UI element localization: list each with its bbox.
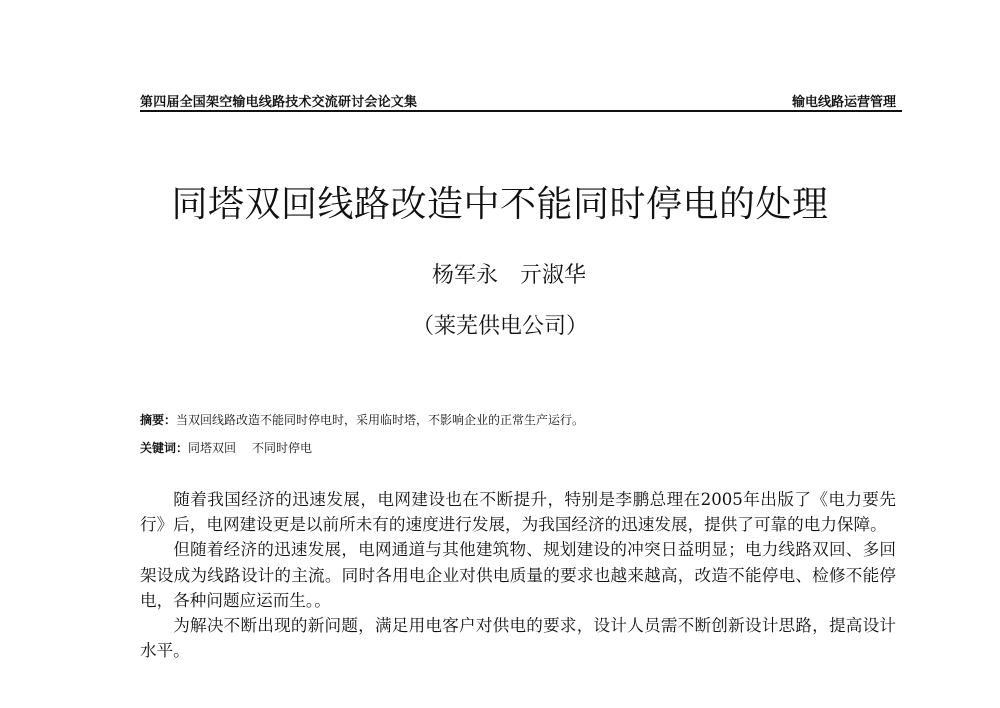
section-name: 输电线路运营管理 <box>791 95 896 110</box>
paragraph: 随着我国经济的迅速发展，电网建设也在不断提升，特别是李鹏总理在2005年出版了《电力要先行》后，电网建设更是以前所未有的速度进行发展，为我国经济的迅速发展，提供了可靠的电力保障。 <box>140 490 896 535</box>
running-header <box>140 88 902 112</box>
paragraph: 为解决不断出现的新问题，满足用电客户对供电的要求，设计人员需不断创新设计思路，提高设计水平。 <box>140 616 896 661</box>
abstract <box>140 412 584 428</box>
author-name: 亓淑华 <box>520 263 587 288</box>
keyword: 同塔双回 <box>188 441 237 455</box>
abstract-text: 当双回线路改造不能同时停电时，采用临时塔，不影响企业的正常生产运行。 <box>176 413 585 427</box>
keywords <box>140 440 312 456</box>
paper-title: 同塔双回线路改造中不能同时停电的处理 <box>171 184 829 225</box>
proceedings-title: 第四届全国架空输电线路技术交流研讨会论文集 <box>140 95 418 110</box>
author-name: 杨军永 <box>432 263 499 288</box>
keyword: 不同时停电 <box>252 441 313 455</box>
authors <box>432 262 586 290</box>
body-text <box>140 487 896 663</box>
keywords-label: 关键词： <box>140 441 189 455</box>
abstract-label: 摘要： <box>140 413 177 427</box>
paragraph: 但随着经济的迅速发展，电网通道与其他建筑物、规划建设的冲突日益明显；电力线路双回、多回架设成为线路设计的主流。同时各用电企业对供电质量的要求也越来越高，改造不能停电、检修不能停电，各种问题应运而生。。 <box>140 540 896 610</box>
affiliation: （莱芜供电公司） <box>411 314 588 339</box>
